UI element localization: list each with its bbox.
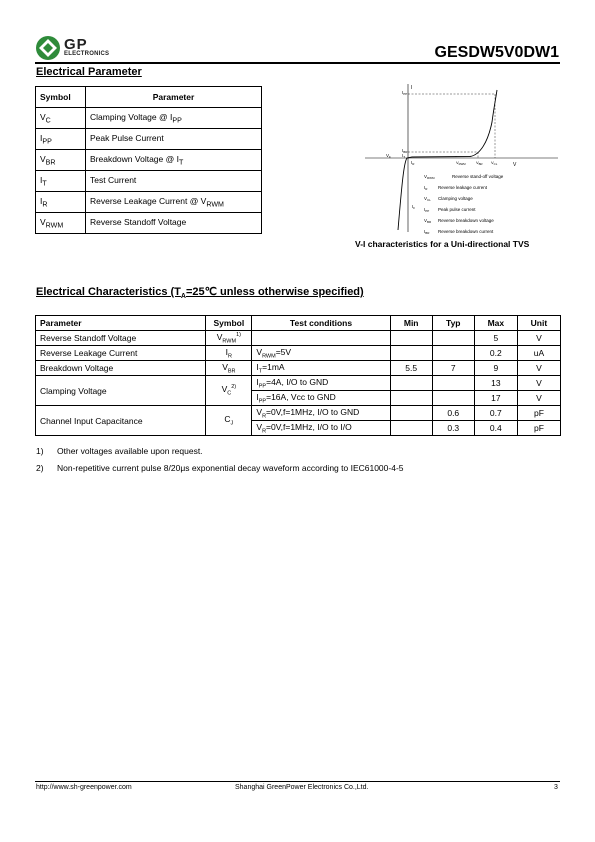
parameter-cell: Test Current [86, 171, 262, 192]
parameter-cell: Channel Input Capacitance [36, 406, 206, 436]
min-cell [390, 421, 432, 436]
vi-characteristic-diagram [360, 82, 560, 237]
label-vf: $V_F$ [386, 153, 391, 159]
parameter-cell: Breakdown Voltage @ $I_T$ [86, 150, 262, 171]
max-cell: 5 [474, 331, 517, 346]
label-vrwm: $V_{RWM}$ [456, 160, 466, 166]
symbol-cell: $I_{PP}$ [36, 129, 86, 150]
logo-text: GP [64, 36, 88, 53]
footnote-1: 1) Other voltages available upon request. [36, 446, 203, 456]
characteristics-table [35, 315, 561, 436]
logo-subtext: ELECTRONICS [64, 51, 110, 57]
column-header: Typ [432, 316, 474, 331]
table-header-row [36, 87, 262, 108]
column-header: Parameter [36, 316, 206, 331]
symbol-cell: $V_{RWM}^{1)}$ [206, 331, 252, 346]
typ-cell [432, 376, 474, 391]
section-title-characteristics: Electrical Characteristics ($T_A=25℃$ unless otherwise specified) [36, 286, 364, 301]
label-ipp: $I_{PP}$ [402, 90, 408, 96]
symbol-cell: $V_{BR}$ [36, 150, 86, 171]
parameter-cell: Reverse Leakage Current [36, 346, 206, 361]
condition-cell: $I_{PP}=16A$, Vcc to GND [252, 391, 390, 406]
min-cell: 5.5 [390, 361, 432, 376]
legend-item: $I_R$ Reverse leakage current [424, 185, 488, 191]
unit-cell: V [517, 331, 560, 346]
legend-item: $V_{CL}$ Clamping voltage [424, 196, 473, 202]
footer-url[interactable]: http://www.sh-greenpower.com [36, 784, 132, 791]
condition-cell: $I_{PP}=4A$, I/O to GND [252, 376, 390, 391]
condition-cell: $V_R=0V,f=1MHz$, I/O to GND [252, 406, 390, 421]
unit-cell: V [517, 376, 560, 391]
typ-cell [432, 331, 474, 346]
table-row [36, 192, 262, 213]
parameter-cell: Reverse Leakage Current @ $V_{RWM}$ [86, 192, 262, 213]
label-ir: $I_R$ [411, 160, 415, 166]
max-cell: 0.4 [474, 421, 517, 436]
label-ibr: $I_{BR}$ [402, 148, 408, 154]
condition-cell: $V_R=0V,f=1MHz$, I/O to I/O [252, 421, 390, 436]
header-rule [35, 62, 560, 64]
column-header: Max [474, 316, 517, 331]
symbol-cell: $C_J$ [206, 406, 252, 436]
typ-cell: 0.6 [432, 406, 474, 421]
min-cell [390, 376, 432, 391]
parameter-cell: Breakdown Voltage [36, 361, 206, 376]
unit-cell: V [517, 361, 560, 376]
table-row [36, 150, 262, 171]
condition-cell: $I_T=1mA$ [252, 361, 390, 376]
footer-company: Shanghai GreenPower Electronics Co.,Ltd. [235, 784, 369, 791]
footnote-2: 2) Non-repetitive current pulse 8/20μs exponential decay waveform according to IEC61000-4-5 [36, 463, 404, 473]
parameter-cell: Peak Pulse Current [86, 129, 262, 150]
parameter-cell: Clamping Voltage [36, 376, 206, 406]
axis-label-v: V [513, 162, 517, 168]
symbol-cell: $V_{BR}$ [206, 361, 252, 376]
legend-item: $V_{RWM}$ Reverse stand-off voltage [424, 174, 504, 180]
page-number: 3 [554, 784, 558, 791]
table-row [36, 361, 561, 376]
table-row [36, 213, 262, 234]
table-row [36, 331, 561, 346]
vi-diagram-caption: V-I characteristics for a Uni-directional TVS [355, 239, 530, 249]
legend-item: $V_{BR}$ Reverse breakdown voltage [424, 218, 494, 224]
typ-cell [432, 346, 474, 361]
symbol-cell: $V_C^{2)}$ [206, 376, 252, 406]
min-cell [390, 391, 432, 406]
column-header: Test conditions [252, 316, 390, 331]
unit-cell: uA [517, 346, 560, 361]
table-row [36, 171, 262, 192]
column-header: Unit [517, 316, 560, 331]
section-title-parameters: Electrical Parameter [36, 66, 142, 78]
symbol-cell: $V_{RWM}$ [36, 213, 86, 234]
unit-cell: pF [517, 421, 560, 436]
parameter-cell: Reverse Standoff Voltage [86, 213, 262, 234]
label-vbr: $V_{BR}$ [476, 160, 483, 166]
symbol-cell: $I_R$ [36, 192, 86, 213]
min-cell [390, 331, 432, 346]
table-row [36, 346, 561, 361]
table-header-row [36, 316, 561, 331]
typ-cell: 7 [432, 361, 474, 376]
axis-label-i: I [411, 85, 413, 91]
max-cell: 0.7 [474, 406, 517, 421]
column-header: Parameter [86, 87, 262, 108]
company-logo [35, 35, 63, 61]
label-if: $I_F$ [412, 204, 416, 210]
table-row [36, 129, 262, 150]
table-row [36, 406, 561, 421]
symbol-cell: $I_T$ [36, 171, 86, 192]
part-number: GESDW5V0DW1 [434, 44, 559, 61]
column-header: Symbol [206, 316, 252, 331]
parameter-table [35, 86, 262, 234]
unit-cell: V [517, 391, 560, 406]
max-cell: 0.2 [474, 346, 517, 361]
parameter-cell: Clamping Voltage @ $I_{PP}$ [86, 108, 262, 129]
column-header: Symbol [36, 87, 86, 108]
footer-rule [35, 781, 560, 782]
min-cell [390, 346, 432, 361]
parameter-cell: Reverse Standoff Voltage [36, 331, 206, 346]
condition-cell: $V_{RWM}=5V$ [252, 346, 390, 361]
label-it: $I_T$ [402, 153, 406, 159]
max-cell: 13 [474, 376, 517, 391]
max-cell: 17 [474, 391, 517, 406]
symbol-cell: $I_R$ [206, 346, 252, 361]
condition-cell [252, 331, 390, 346]
column-header: Min [390, 316, 432, 331]
vi-legend [424, 174, 504, 235]
label-vcl: $V_{CL}$ [491, 160, 498, 166]
symbol-cell: $V_C$ [36, 108, 86, 129]
max-cell: 9 [474, 361, 517, 376]
typ-cell [432, 391, 474, 406]
table-row [36, 108, 262, 129]
legend-item: $I_{PP}$ Peak pulse current [424, 207, 476, 213]
typ-cell: 0.3 [432, 421, 474, 436]
min-cell [390, 406, 432, 421]
legend-item: $I_{BR}$ Reverse breakdown current [424, 229, 494, 235]
table-row [36, 376, 561, 391]
unit-cell: pF [517, 406, 560, 421]
